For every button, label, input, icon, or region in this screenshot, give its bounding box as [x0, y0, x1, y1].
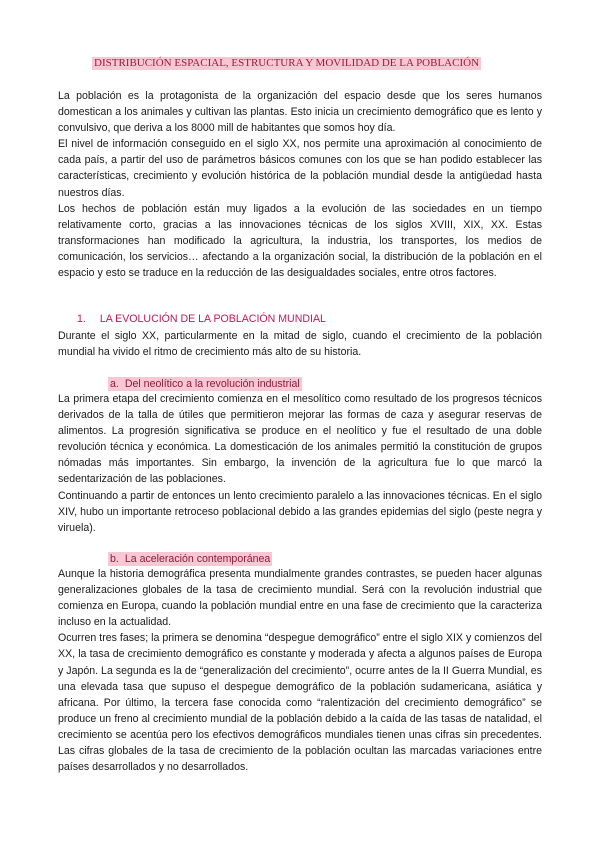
section-1-block — [58, 328, 542, 360]
section-1-title: LA EVOLUCIÓN DE LA POBLACIÓN MUNDIAL — [99, 313, 326, 325]
subsection-b-title: La aceleración contemporánea — [124, 553, 271, 565]
subsection-a-paragraph: La primera etapa del crecimiento comienza en el mesolítico como resultado de los progresos técnicos derivados de la talla de útiles que permitieron mejorar las formas de caza y asegurar reservas de alimentos. La progresión significativa se produce en el neolítico y fue el resultado de una doble revolución técnica y económica. La domesticación de los animales permitió la constitución de grupos nómadas más importantes. Sin embargo, la invención de la agricultura fue lo que marcó la sedentarización de las poblaciones. — [58, 393, 542, 486]
intro-paragraph: El nivel de información conseguido en el siglo XX, nos permite una aproximación al conocimiento de cada país, a partir del uso de parámetros básicos comunes con los que se han podido establecer las características, crecimiento y evolución histórica de la población mundial desde la antigüedad hasta nuestros días. — [58, 138, 542, 199]
subsection-b-heading — [108, 552, 272, 566]
subsection-a-title: Del neolítico a la revolución industrial — [124, 378, 300, 390]
subsection-b-paragraph: Aunque la historia demográfica presenta mundialmente grandes contrastes, se pueden hacer algunas generalizaciones globales de la tasa de crecimiento mundial. Será con la revolución industrial que comienza en Europa, cuando la población mundial entre en una fase de crecimiento que la caracteriza incluso en la actualidad. — [58, 568, 542, 629]
intro-paragraph: Los hechos de población están muy ligados a la evolución de las sociedades en un tiempo relativamente corto, gracias a las innovaciones técnicas de los siglos XVIII, XIX, XX. Estas transformaciones han modificado la agricultura, la industria, los transportes, los medios de comunicación, los servicios… afectando a la organización social, la distribución de la población en el espacio y esto se traduce en la reducción de las desigualdades sociales, entre otros factores. — [58, 202, 542, 280]
subsection-b-paragraph: Ocurren tres fases; la primera se denomina “despegue demográfico” entre el siglo XIX y comienzos del XX, la tasa de crecimiento demográfico es constante y moderada y afecta a algunos países de Europa y Japón. La segunda es la de “generalización del crecimiento”, ocurre antes de la II Guerra Mundial, es una elevada tasa que supuso el despegue demográfico de la población sudamericana, asiática y africana. Por último, la tercera fase conocida como “ralentización del crecimiento demográfico” se produce un freno al crecimiento mundial de la población debido a la caída de las tasas de natalidad, el crecimiento se acentúa pero los efectivos demográficos mundiales tienen unas cifras sin precedentes. Las cifras globales de la tasa de crecimiento de la población ocultan las marcadas variaciones entre países desarrollados y no desarrollados. — [58, 632, 542, 774]
subsection-a-block — [58, 391, 542, 536]
subsection-b-letter: b. — [110, 553, 119, 565]
subsection-a-paragraph: Continuando a partir de entonces un lento crecimiento paralelo a las innovaciones técnicas. En el siglo XIV, hubo un importante retroceso poblacional debido a las grandes epidemias del siglo (peste negra y viruela). — [58, 489, 542, 534]
section-1-paragraph: Durante el siglo XX, particularmente en la mitad de siglo, cuando el crecimiento de la población mundial ha vivido el ritmo de crecimiento más alto de su historia. — [58, 330, 542, 359]
subsection-b-block — [58, 566, 542, 775]
intro-paragraph: La población es la protagonista de la organización del espacio desde que los seres humanos domestican a los animales y cultivan las plantas. Esto inicia un crecimiento demográfico que es lento y convulsivo, que deriva a los 8000 mill de habitantes que somos hoy día. — [58, 90, 542, 135]
intro-block — [58, 88, 542, 281]
subsection-a-heading — [108, 377, 302, 391]
document-title: DISTRIBUCIÓN ESPACIAL, ESTRUCTURA Y MOVILIDAD DE LA POBLACIÓN — [94, 57, 480, 69]
section-1-heading — [77, 312, 326, 326]
subsection-a-letter: a. — [110, 378, 119, 390]
section-1-number: 1. — [77, 313, 86, 325]
